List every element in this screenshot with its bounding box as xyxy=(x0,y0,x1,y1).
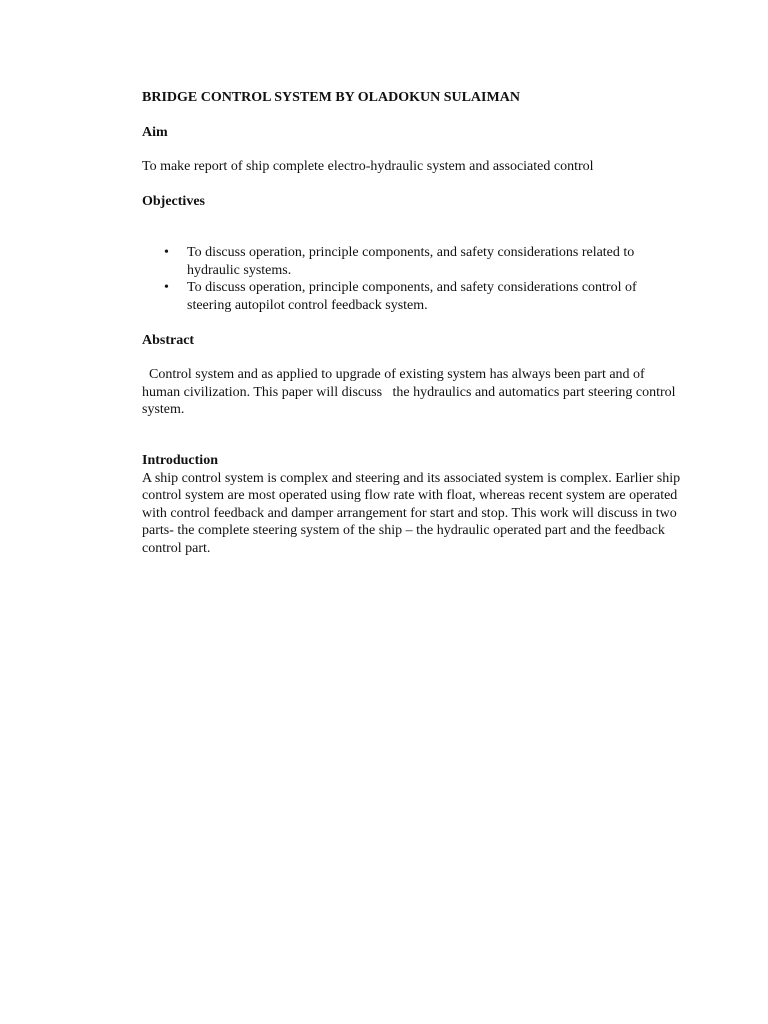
bullet-icon: • xyxy=(164,280,169,295)
introduction-heading: Introduction xyxy=(142,453,218,468)
objective-item xyxy=(142,279,682,314)
abstract-heading: Abstract xyxy=(142,333,195,348)
introduction-section xyxy=(142,452,682,557)
objective-item xyxy=(142,244,682,279)
objectives-list xyxy=(142,244,682,314)
document-title: BRIDGE CONTROL SYSTEM BY OLADOKUN SULAIMAN xyxy=(142,90,520,105)
bullet-icon: • xyxy=(164,245,169,260)
aim-heading: Aim xyxy=(142,125,168,140)
objectives-heading: Objectives xyxy=(142,194,205,209)
abstract-text: Control system and as applied to upgrade of existing system has always been part and of human civilization. This paper will discuss the hydraulics and automatics part steering control system. xyxy=(142,367,680,417)
objective-text: To discuss operation, principle components, and safety considerations related to hydraulic systems. xyxy=(187,245,635,278)
objective-text: To discuss operation, principle components, and safety considerations control of steering autopilot control feedback system. xyxy=(187,280,637,313)
introduction-text: A ship control system is complex and steering and its associated system is complex. Earlier ship control system are most operated using flow rate with float, whereas recent system are operated with control feedback and damper arrangement for start and stop. This work will discuss in two parts- the complete steering system of the ship – the hydraulic operated part and the feedback control part. xyxy=(142,470,681,556)
aim-text: To make report of ship complete electro-hydraulic system and associated control xyxy=(142,159,594,174)
